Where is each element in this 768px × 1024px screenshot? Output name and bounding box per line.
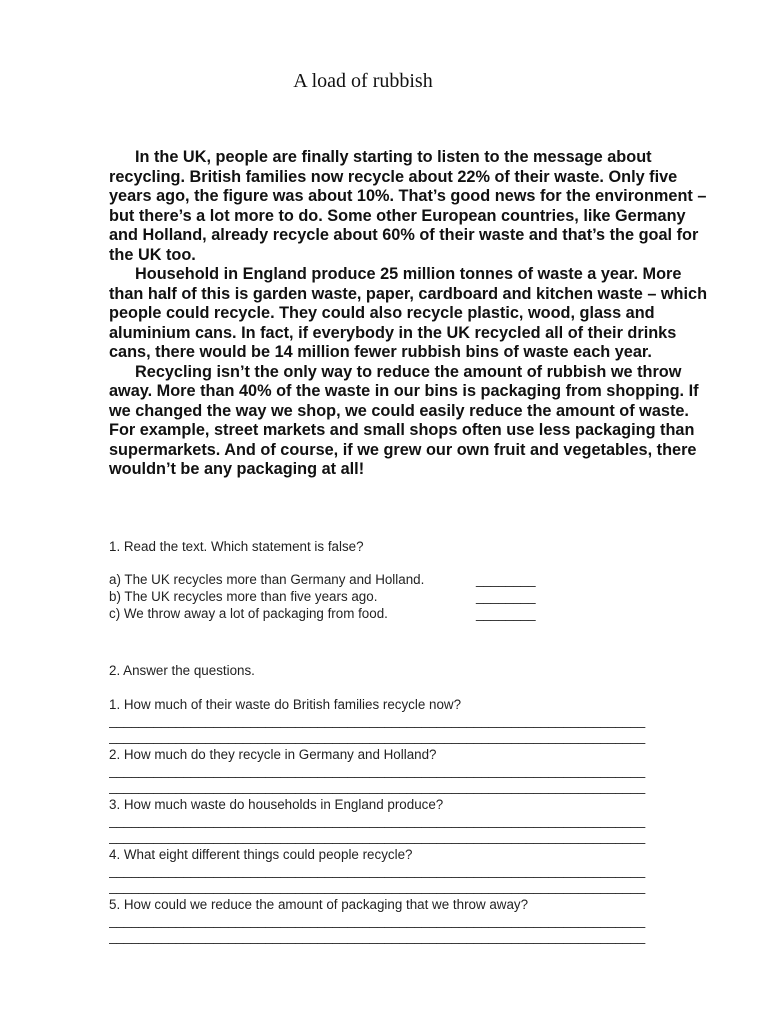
answer-line[interactable]: ________________________________________________________________________	[109, 813, 646, 828]
answer-line[interactable]: ________________________________________________________________________	[109, 863, 646, 878]
option-c	[109, 605, 713, 622]
option-b-text: b) The UK recycles more than five years ago.	[109, 589, 378, 604]
question-3-text: 3. How much waste do households in England produce?	[109, 797, 444, 812]
option-c-blank[interactable]: ________	[476, 606, 536, 621]
answer-line[interactable]: ________________________________________________________________________	[109, 763, 646, 778]
option-a-text: a) The UK recycles more than Germany and Holland.	[109, 572, 425, 587]
answer-line[interactable]: ________________________________________________________________________	[109, 913, 646, 928]
question-5-text: 5. How could we reduce the amount of packaging that we throw away?	[109, 897, 529, 912]
answer-line[interactable]: ________________________________________________________________________	[109, 779, 646, 794]
question-2-text: 2. How much do they recycle in Germany and Holland?	[109, 747, 437, 762]
answer-line[interactable]: ________________________________________________________________________	[109, 929, 646, 944]
option-b	[109, 588, 713, 605]
page-title: A load of rubbish	[293, 70, 433, 92]
exercise-2-heading: 2. Answer the questions.	[109, 663, 255, 678]
question-3	[109, 796, 713, 846]
exercise-1	[109, 538, 713, 622]
option-b-blank[interactable]: ________	[476, 589, 536, 604]
passage-paragraph-2: Household in England produce 25 million tonnes of waste a year. More than half of this is garden waste, paper, cardboard and kitchen waste – which people could recycle. They could also recycle plastic, wood, glass and aluminium cans. In fact, if everybody in the UK recycled all of their drinks cans, there would be 14 million fewer rubbish bins of waste each year.	[109, 265, 708, 361]
option-c-text: c) We throw away a lot of packaging from food.	[109, 606, 388, 621]
question-5	[109, 896, 713, 946]
answer-line[interactable]: ________________________________________________________________________	[109, 729, 646, 744]
answer-line[interactable]: ________________________________________________________________________	[109, 879, 646, 894]
question-1-text: 1. How much of their waste do British families recycle now?	[109, 697, 462, 712]
answer-line[interactable]: ________________________________________________________________________	[109, 713, 646, 728]
question-1	[109, 696, 713, 746]
exercise-1-options	[109, 571, 713, 622]
question-2	[109, 746, 713, 796]
passage-paragraph-1: In the UK, people are finally starting to listen to the message about recycling. British families now recycle about 22% of their waste. Only five years ago, the figure was about 10%. That’s good news for the environment – but there’s a lot more to do. Some other European countries, like Germany and Holland, already recycle about 60% of their waste and that’s the goal for the UK too.	[109, 148, 707, 264]
exercise-1-heading: 1. Read the text. Which statement is false?	[109, 539, 364, 554]
exercise-2	[109, 662, 713, 946]
answer-line[interactable]: ________________________________________________________________________	[109, 829, 646, 844]
question-4-text: 4. What eight different things could people recycle?	[109, 847, 413, 862]
exercises	[109, 538, 713, 946]
passage-paragraph-3: Recycling isn’t the only way to reduce the amount of rubbish we throw away. More than 40% of the waste in our bins is packaging from shopping. If we changed the way we shop, we could easily reduce the amount of waste. For example, street markets and small shops often use less packaging than supermarkets. And of course, if we grew our own fruit and vegetables, there wouldn’t be any packaging at all!	[109, 362, 699, 478]
reading-passage	[109, 148, 719, 480]
question-4	[109, 846, 713, 896]
option-a	[109, 571, 713, 588]
question-list	[109, 696, 713, 946]
option-a-blank[interactable]: ________	[476, 572, 536, 587]
